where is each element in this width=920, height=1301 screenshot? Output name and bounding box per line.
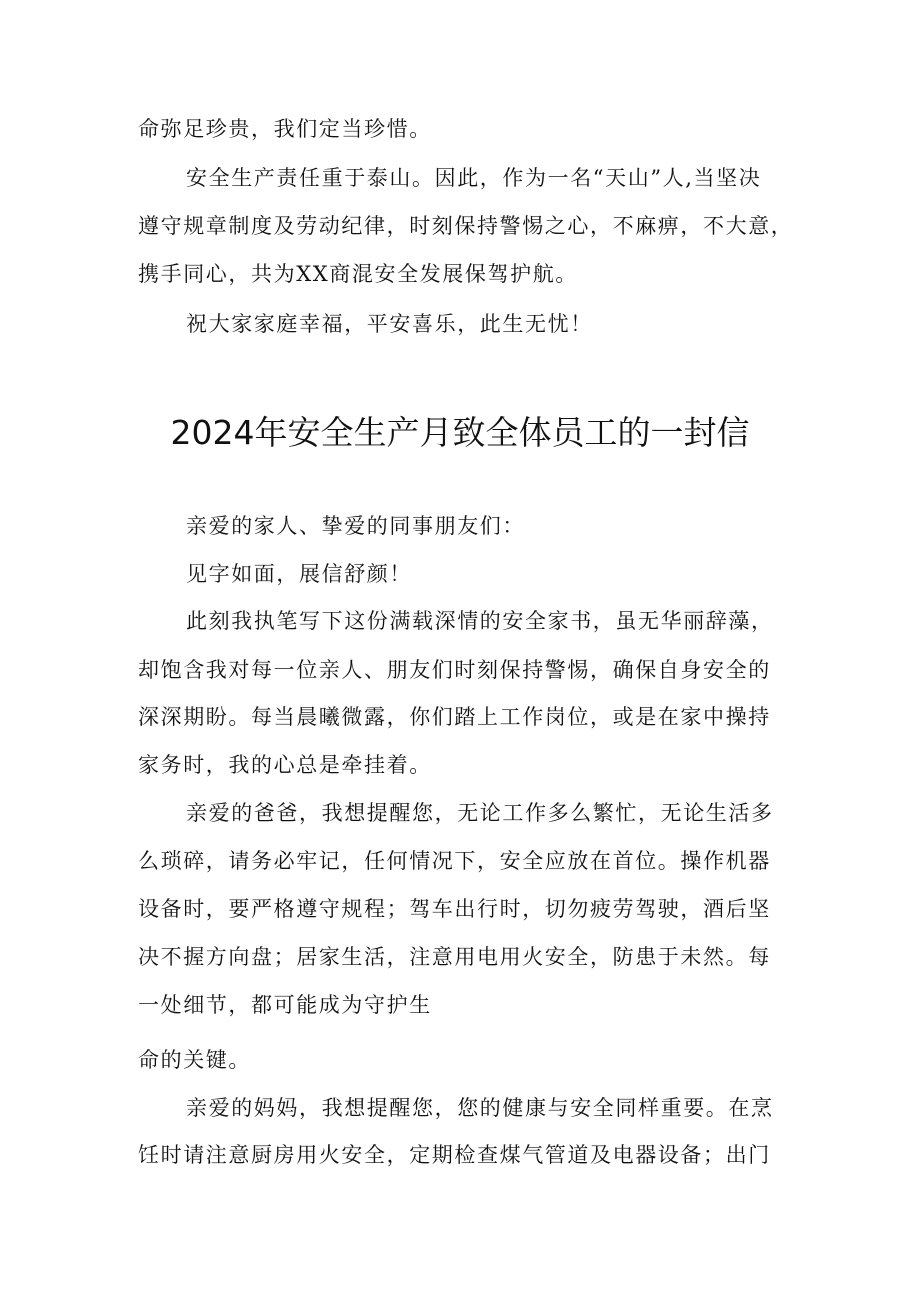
salutation: 亲爱的家人、挚爱的同事朋友们： (186, 514, 525, 538)
text-line: 遵守规章制度及劳动纪律，时刻保持警惕之心，不麻痹，不大意， (138, 214, 794, 238)
greeting: 见字如面，展信舒颜！ (186, 562, 412, 586)
text-line: 么琐碎，请务必牢记，任何情况下，安全应放在首位。操作机器 (138, 849, 771, 873)
text-line: 携手同心，共为XX商混安全发展保驾护航。 (138, 262, 578, 286)
text-line: 决不握方向盘；居家生活，注意用电用火安全，防患于未然。每 (138, 945, 771, 969)
text-line: 家务时，我的心总是牵挂着。 (138, 753, 432, 777)
closing-wish: 祝大家家庭幸福，平安喜乐，此生无忧！ (186, 312, 593, 336)
text-line: 亲爱的妈妈，我想提醒您，您的健康与安全同样重要。在烹 (186, 1096, 774, 1120)
text-line: 却饱含我对每一位亲人、朋友们时刻保持警惕，确保自身安全的 (138, 658, 771, 682)
text-line: 一处细节，都可能成为守护生 (138, 993, 432, 1017)
text-line: 命的关键。 (138, 1048, 251, 1072)
text-line: 命弥足珍贵，我们定当珍惜。 (138, 117, 432, 141)
text-line: 此刻我执笔写下这份满载深情的安全家书，虽无华丽辞藻， (186, 609, 774, 633)
text-line: 深深期盼。每当晨曦微露，你们踏上工作岗位，或是在家中操持 (138, 705, 771, 729)
text-line: 设备时，要严格遵守规程；驾车出行时，切勿疲劳驾驶，酒后坚 (138, 897, 771, 921)
text-line: 饪时请注意厨房用火安全，定期检查煤气管道及电器设备；出门 (138, 1143, 771, 1167)
letter-title: 2024年安全生产月致全体员工的一封信 (170, 413, 750, 452)
text-line: 亲爱的爸爸，我想提醒您，无论工作多么繁忙，无论生活多 (186, 801, 774, 825)
text-line: 安全生产责任重于泰山。因此，作为一名“天山”人,当坚决 (186, 166, 762, 190)
